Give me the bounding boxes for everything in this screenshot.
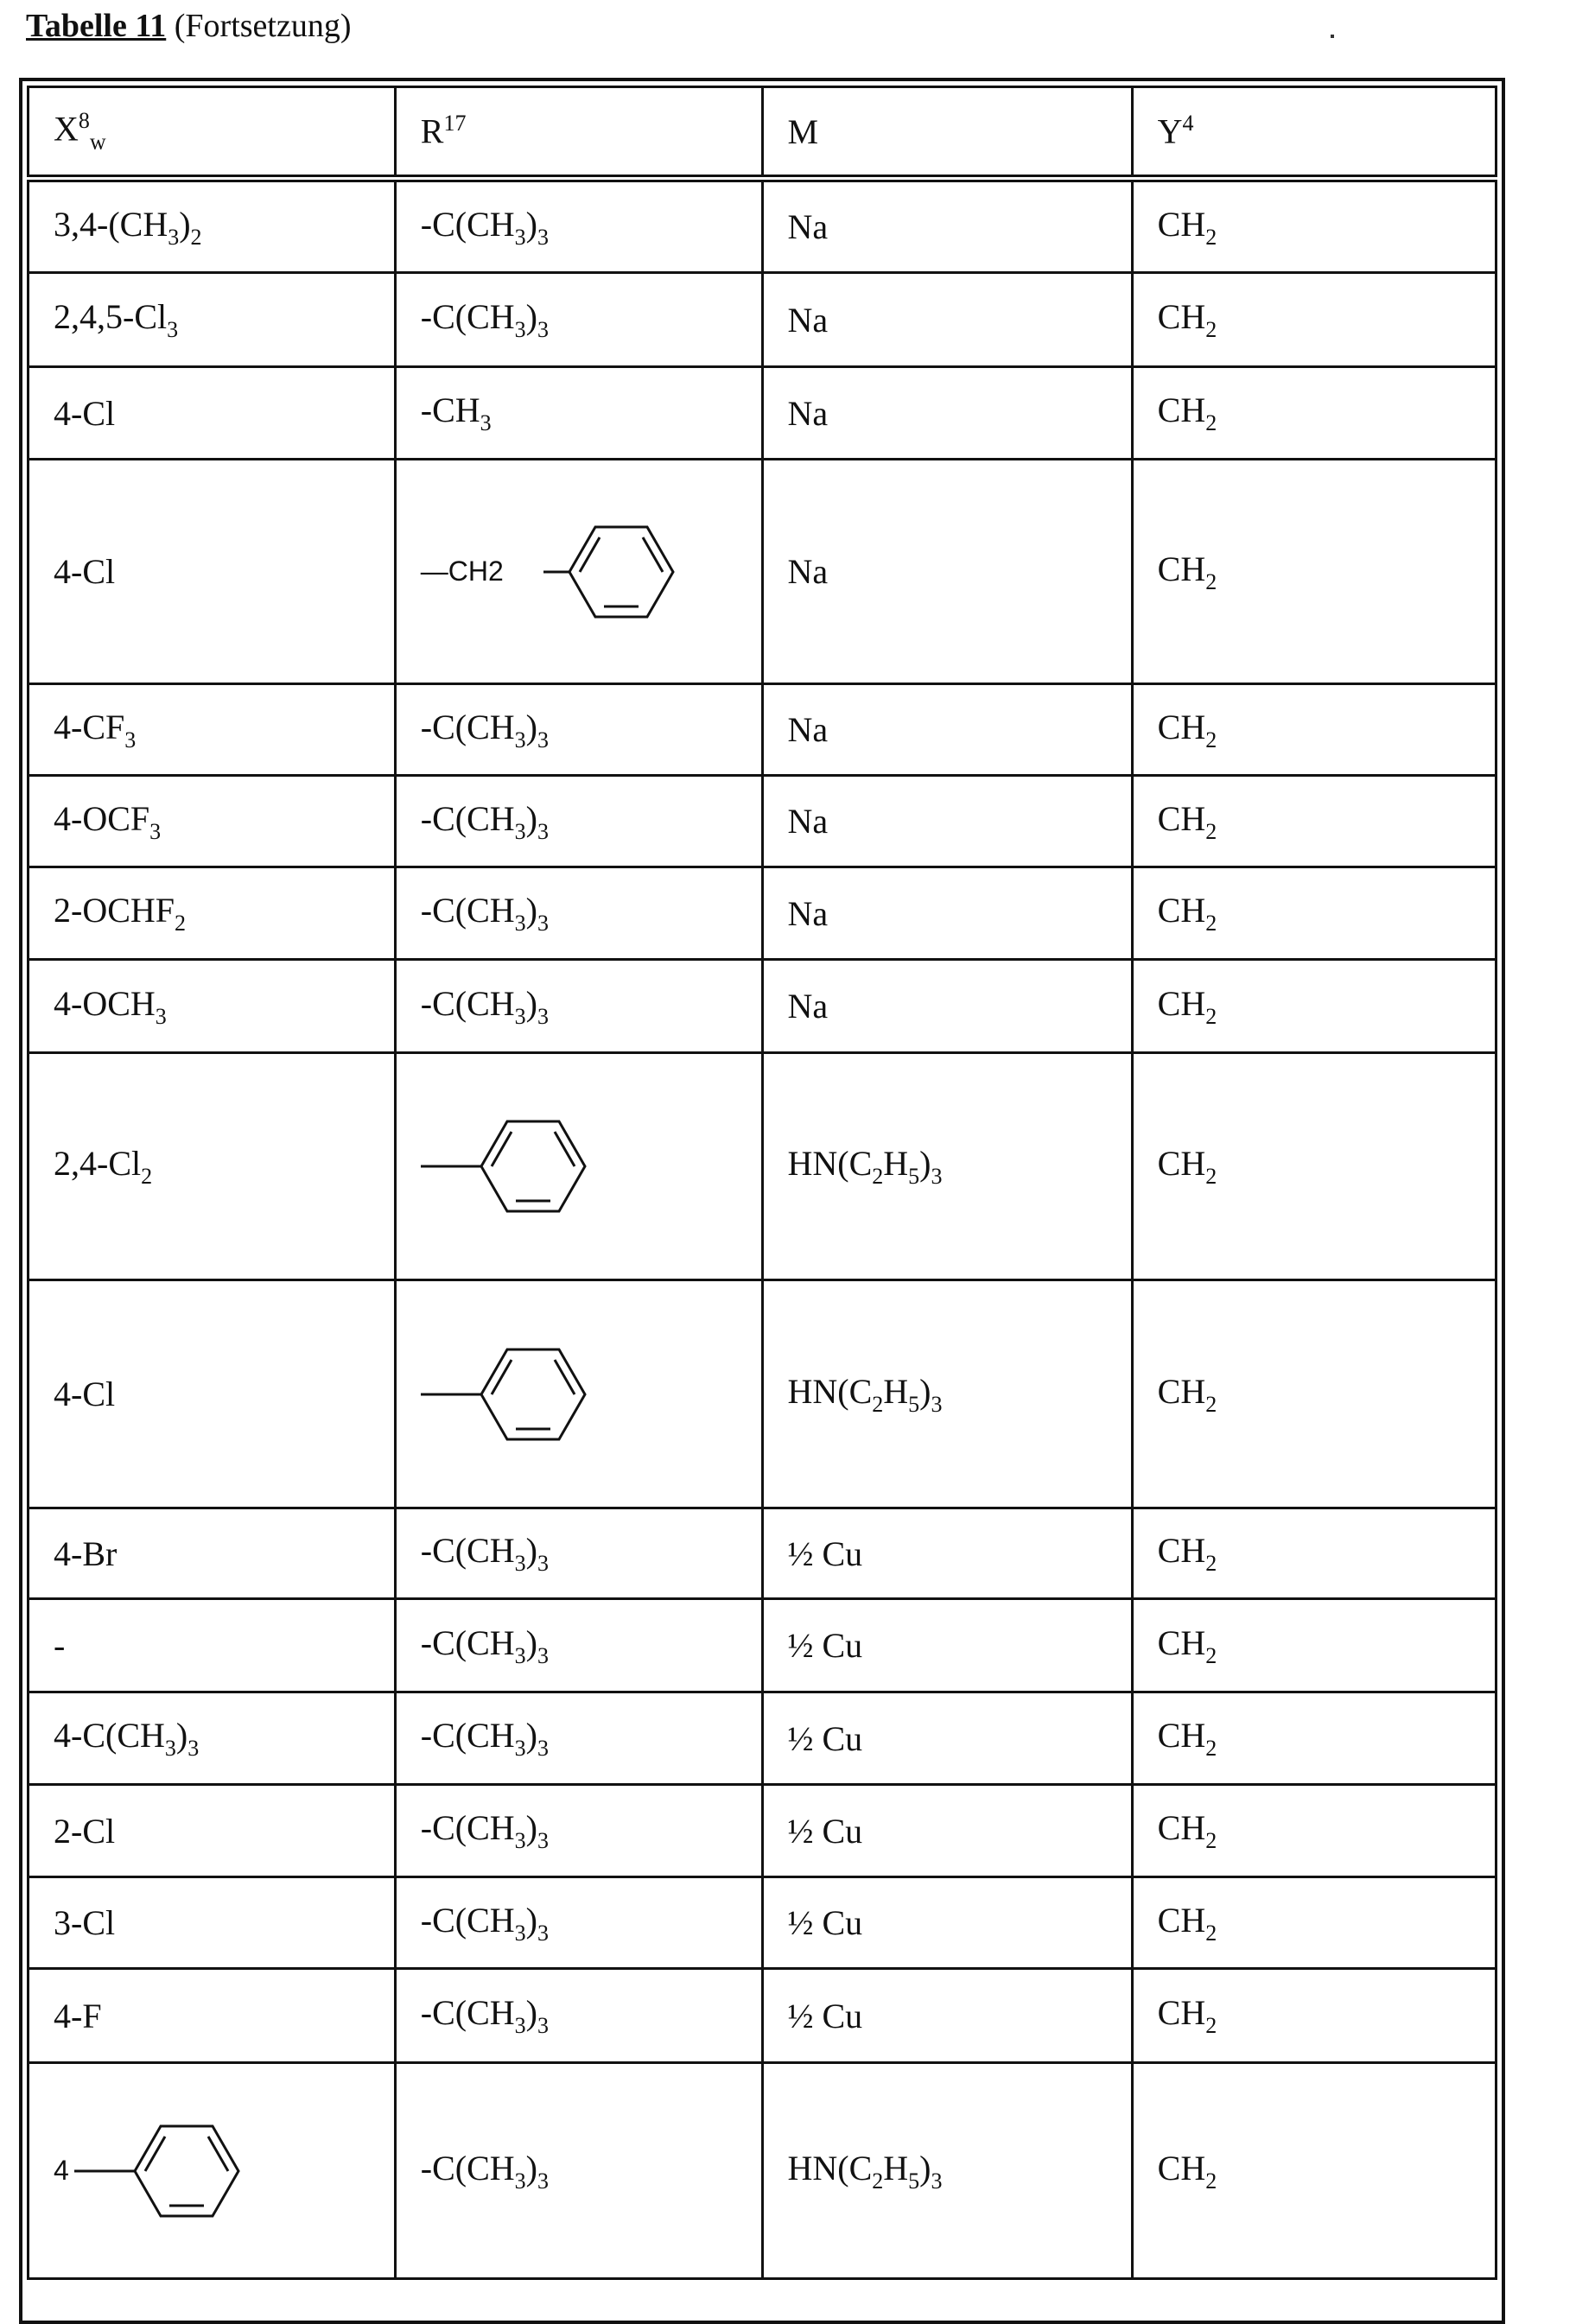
cell-y4 xyxy=(1132,460,1496,684)
table-row xyxy=(29,1508,1497,1599)
cell-supscript: 4 xyxy=(1183,111,1194,136)
cell-text: ) xyxy=(526,1531,537,1570)
table-row xyxy=(29,460,1497,684)
cell-subscript: 3 xyxy=(515,911,526,936)
cell-text: ) xyxy=(526,984,537,1023)
cell-subscript: 5 xyxy=(908,2168,919,2194)
structure-label: 4 xyxy=(54,2155,69,2187)
cell-subscript: 3 xyxy=(515,1736,526,1761)
cell-subscript: 3 xyxy=(537,1004,549,1029)
column-header-y4 xyxy=(1132,87,1496,179)
cell-text: HN(C xyxy=(788,1144,873,1183)
cell-subscript: 3 xyxy=(537,1828,549,1853)
cell-subscript: 3 xyxy=(165,1736,176,1761)
cell-text: 4-Cl xyxy=(54,1375,115,1413)
cell-text: -CH xyxy=(421,391,480,429)
cell-text: -C(CH xyxy=(421,984,515,1023)
cell-x8w xyxy=(29,1053,396,1280)
cell-text: ) xyxy=(179,205,190,244)
cell-x8w xyxy=(29,1508,396,1599)
cell-subscript: 3 xyxy=(515,2168,526,2194)
cell-text: 2-Cl xyxy=(54,1812,115,1851)
cell-subscript: 3 xyxy=(156,1004,167,1029)
cell-y4 xyxy=(1132,367,1496,460)
cell-text: CH xyxy=(1158,1716,1206,1755)
cell-text: HN(C xyxy=(788,2149,873,2187)
cell-text: 4-OCH xyxy=(54,984,156,1023)
cell-text: CH xyxy=(1158,984,1206,1023)
cell-text: ) xyxy=(526,1808,537,1847)
header-row xyxy=(29,87,1497,179)
cell-subscript: w xyxy=(90,129,106,154)
cell-text: CH xyxy=(1158,297,1206,336)
cell-text: ½ Cu xyxy=(788,1626,863,1665)
cell-text: 4-Cl xyxy=(54,552,115,591)
table-row xyxy=(29,776,1497,867)
cell-x8w xyxy=(29,1599,396,1692)
table-row xyxy=(29,367,1497,460)
cell-subscript: 3 xyxy=(537,1736,549,1761)
cell-text: Y xyxy=(1158,112,1183,151)
cell-subscript: 2 xyxy=(1205,1828,1217,1853)
cell-text: CH xyxy=(1158,799,1206,838)
cell-subscript: 3 xyxy=(931,2168,943,2194)
cell-subscript: 3 xyxy=(149,819,161,844)
cell-subscript: 3 xyxy=(537,1921,549,1946)
column-header-m xyxy=(762,87,1132,179)
cell-text: CH xyxy=(1158,1901,1206,1940)
cell-subscript: 2 xyxy=(1205,1551,1217,1576)
cell-m xyxy=(762,960,1132,1053)
cell-subscript: 3 xyxy=(515,1551,526,1576)
cell-r17 xyxy=(395,2063,762,2279)
table-number: Tabelle 11 xyxy=(26,8,166,44)
cell-text: ) xyxy=(526,1993,537,2032)
cell-x8w xyxy=(29,1877,396,1969)
cell-supscript: 17 xyxy=(443,111,466,136)
cell-subscript: 3 xyxy=(167,317,178,342)
cell-subscript: 3 xyxy=(537,225,549,250)
cell-subscript: 3 xyxy=(515,1828,526,1853)
cell-text: HN(C xyxy=(788,1372,873,1411)
cell-text: ) xyxy=(526,708,537,746)
cell-y4 xyxy=(1132,179,1496,273)
cell-x8w xyxy=(29,1692,396,1785)
cell-text: ) xyxy=(919,1144,931,1183)
cell-r17 xyxy=(395,960,762,1053)
cell-subscript: 3 xyxy=(537,317,549,342)
substituent-table xyxy=(27,86,1497,2280)
cell-text: CH xyxy=(1158,549,1206,588)
table-row xyxy=(29,2063,1497,2279)
cell-x8w xyxy=(29,273,396,367)
cell-text: ½ Cu xyxy=(788,1903,863,1942)
cell-text: 4-Br xyxy=(54,1534,117,1573)
cell-m xyxy=(762,684,1132,776)
cell-text: ) xyxy=(526,891,537,930)
cell-text: CH xyxy=(1158,1531,1206,1570)
cell-text: -C(CH xyxy=(421,1623,515,1662)
cell-text: CH xyxy=(1158,1144,1206,1183)
cell-text: Na xyxy=(788,552,829,591)
phenyl-structure-icon xyxy=(421,1106,761,1227)
cell-text: ) xyxy=(919,1372,931,1411)
cell-x8w xyxy=(29,960,396,1053)
cell-text: ) xyxy=(526,297,537,336)
cell-text: Na xyxy=(788,710,829,749)
cell-subscript: 3 xyxy=(537,2013,549,2038)
cell-y4 xyxy=(1132,1969,1496,2063)
cell-subscript: 2 xyxy=(1205,1004,1217,1029)
cell-y4 xyxy=(1132,960,1496,1053)
cell-y4 xyxy=(1132,776,1496,867)
cell-r17 xyxy=(395,1969,762,2063)
structure-label: —CH2 xyxy=(421,556,504,587)
cell-subscript: 3 xyxy=(515,1004,526,1029)
cell-subscript: 3 xyxy=(168,225,179,250)
cell-r17 xyxy=(395,1785,762,1877)
cell-subscript: 3 xyxy=(515,1643,526,1668)
cell-text: CH xyxy=(1158,1623,1206,1662)
cell-text: ) xyxy=(526,2149,537,2187)
cell-r17 xyxy=(395,273,762,367)
cell-subscript: 5 xyxy=(908,1164,919,1189)
cell-text: Na xyxy=(788,894,829,933)
benzyl-structure-icon xyxy=(421,511,761,632)
cell-subscript: 3 xyxy=(537,819,549,844)
cell-text: CH xyxy=(1158,391,1206,429)
cell-text: Na xyxy=(788,987,829,1025)
cell-y4 xyxy=(1132,1508,1496,1599)
cell-x8w xyxy=(29,776,396,867)
cell-text: ) xyxy=(526,1623,537,1662)
table-row xyxy=(29,684,1497,776)
cell-subscript: 2 xyxy=(1205,2013,1217,2038)
cell-r17 xyxy=(395,367,762,460)
cell-text: ½ Cu xyxy=(788,1812,863,1851)
cell-m xyxy=(762,867,1132,960)
cell-m xyxy=(762,2063,1132,2279)
cell-subscript: 2 xyxy=(1205,1736,1217,1761)
cell-subscript: 2 xyxy=(1205,410,1217,435)
substituent-table-frame xyxy=(19,78,1505,2324)
cell-m xyxy=(762,1785,1132,1877)
cell-text: 4-OCF xyxy=(54,799,149,838)
cell-text: CH xyxy=(1158,1808,1206,1847)
cell-text: CH xyxy=(1158,708,1206,746)
cell-x8w xyxy=(29,179,396,273)
cell-text: M xyxy=(788,112,819,151)
cell-text: ) xyxy=(919,2149,931,2187)
cell-text: H xyxy=(883,1372,908,1411)
cell-m xyxy=(762,1877,1132,1969)
cell-text: CH xyxy=(1158,205,1206,244)
cell-r17 xyxy=(395,1599,762,1692)
cell-y4 xyxy=(1132,2063,1496,2279)
cell-y4 xyxy=(1132,273,1496,367)
cell-text: 2,4,5-Cl xyxy=(54,297,167,336)
cell-text: CH xyxy=(1158,1372,1206,1411)
cell-text: 2,4-Cl xyxy=(54,1144,141,1183)
cell-text: Na xyxy=(788,301,829,340)
cell-r17 xyxy=(395,776,762,867)
cell-m xyxy=(762,460,1132,684)
cell-text: - xyxy=(54,1626,65,1665)
cell-m xyxy=(762,1599,1132,1692)
cell-text: -C(CH xyxy=(421,891,515,930)
cell-text: -C(CH xyxy=(421,708,515,746)
cell-subscript: 2 xyxy=(1205,1643,1217,1668)
cell-subscript: 3 xyxy=(515,1921,526,1946)
cell-supscript: 8 xyxy=(79,108,90,133)
cell-subscript: 2 xyxy=(1205,2168,1217,2194)
cell-text: H xyxy=(883,2149,908,2187)
cell-text: ½ Cu xyxy=(788,1534,863,1573)
cell-x8w xyxy=(29,867,396,960)
cell-y4 xyxy=(1132,684,1496,776)
table-row xyxy=(29,1692,1497,1785)
cell-text: 3,4-(CH xyxy=(54,205,168,244)
cell-m xyxy=(762,776,1132,867)
cell-r17 xyxy=(395,1280,762,1508)
cell-text: ) xyxy=(526,1901,537,1940)
cell-x8w xyxy=(29,1785,396,1877)
cell-text: ) xyxy=(526,1716,537,1755)
cell-subscript: 3 xyxy=(537,727,549,752)
cell-y4 xyxy=(1132,1280,1496,1508)
cell-m xyxy=(762,367,1132,460)
cell-y4 xyxy=(1132,1692,1496,1785)
cell-text: CH xyxy=(1158,891,1206,930)
cell-r17 xyxy=(395,1692,762,1785)
table-row xyxy=(29,1280,1497,1508)
cell-text: X xyxy=(54,109,79,148)
cell-m xyxy=(762,179,1132,273)
cell-r17 xyxy=(395,684,762,776)
table-row xyxy=(29,1969,1497,2063)
cell-x8w xyxy=(29,1969,396,2063)
cell-subscript: 2 xyxy=(872,1392,883,1417)
table-caption xyxy=(26,7,351,45)
cell-subscript: 2 xyxy=(1205,1921,1217,1946)
cell-subscript: 2 xyxy=(1205,911,1217,936)
cell-text: 4-C(CH xyxy=(54,1716,165,1755)
cell-text: ) xyxy=(526,205,537,244)
cell-subscript: 2 xyxy=(872,1164,883,1189)
cell-r17 xyxy=(395,1877,762,1969)
table-row xyxy=(29,1599,1497,1692)
cell-text: ) xyxy=(526,799,537,838)
cell-subscript: 3 xyxy=(124,727,136,752)
table-row xyxy=(29,273,1497,367)
cell-text: 2-OCHF xyxy=(54,891,175,930)
cell-subscript: 2 xyxy=(872,2168,883,2194)
cell-text: 3-Cl xyxy=(54,1903,115,1942)
cell-r17 xyxy=(395,1053,762,1280)
cell-text: 4-CF xyxy=(54,708,124,746)
cell-text: 4-Cl xyxy=(54,394,115,433)
cell-subscript: 2 xyxy=(1205,1164,1217,1189)
cell-text: CH xyxy=(1158,2149,1206,2187)
cell-text: ½ Cu xyxy=(788,1719,863,1758)
table-row xyxy=(29,867,1497,960)
cell-y4 xyxy=(1132,1599,1496,1692)
cell-x8w xyxy=(29,367,396,460)
cell-text: Na xyxy=(788,394,829,433)
cell-m xyxy=(762,273,1132,367)
cell-subscript: 2 xyxy=(1205,569,1217,594)
cell-text: Na xyxy=(788,802,829,841)
cell-subscript: 5 xyxy=(908,1392,919,1417)
cell-subscript: 2 xyxy=(191,225,202,250)
cell-subscript: 3 xyxy=(537,1551,549,1576)
cell-x8w xyxy=(29,1280,396,1508)
cell-text: 4-F xyxy=(54,1997,102,2035)
cell-m xyxy=(762,1053,1132,1280)
cell-text: ) xyxy=(176,1716,187,1755)
cell-subscript: 2 xyxy=(175,911,186,936)
scan-speck xyxy=(1331,35,1334,38)
cell-subscript: 3 xyxy=(537,1643,549,1668)
cell-subscript: 3 xyxy=(480,410,492,435)
cell-text: -C(CH xyxy=(421,1901,515,1940)
table-row xyxy=(29,1053,1497,1280)
cell-subscript: 3 xyxy=(931,1164,943,1189)
cell-subscript: 3 xyxy=(515,317,526,342)
column-header-r17 xyxy=(395,87,762,179)
cell-subscript: 2 xyxy=(1205,317,1217,342)
cell-y4 xyxy=(1132,1785,1496,1877)
cell-subscript: 3 xyxy=(537,911,549,936)
table-row xyxy=(29,1877,1497,1969)
cell-subscript: 3 xyxy=(515,819,526,844)
cell-r17 xyxy=(395,179,762,273)
cell-y4 xyxy=(1132,1053,1496,1280)
cell-m xyxy=(762,1508,1132,1599)
cell-text: -C(CH xyxy=(421,1716,515,1755)
cell-subscript: 2 xyxy=(141,1164,152,1189)
cell-r17 xyxy=(395,460,762,684)
cell-x8w xyxy=(29,684,396,776)
cell-subscript: 3 xyxy=(537,2168,549,2194)
cell-text: -C(CH xyxy=(421,2149,515,2187)
cell-text: -C(CH xyxy=(421,799,515,838)
cell-text: -C(CH xyxy=(421,205,515,244)
column-header-x8w xyxy=(29,87,396,179)
phenyl-structure-icon xyxy=(421,1334,761,1455)
cell-subscript: 2 xyxy=(1205,727,1217,752)
cell-text: H xyxy=(883,1144,908,1183)
cell-r17 xyxy=(395,1508,762,1599)
cell-subscript: 2 xyxy=(1205,225,1217,250)
cell-subscript: 3 xyxy=(515,2013,526,2038)
cell-m xyxy=(762,1280,1132,1508)
cell-text: ½ Cu xyxy=(788,1997,863,2035)
cell-text: -C(CH xyxy=(421,1993,515,2032)
cell-text: CH xyxy=(1158,1993,1206,2032)
table-row xyxy=(29,1785,1497,1877)
table-continued-label: (Fortsetzung) xyxy=(175,8,352,44)
cell-text: -C(CH xyxy=(421,297,515,336)
cell-x8w xyxy=(29,2063,396,2279)
cell-m xyxy=(762,1692,1132,1785)
cell-subscript: 3 xyxy=(931,1392,943,1417)
cell-text: -C(CH xyxy=(421,1808,515,1847)
cell-subscript: 2 xyxy=(1205,1392,1217,1417)
cell-m xyxy=(762,1969,1132,2063)
cell-subscript: 3 xyxy=(515,225,526,250)
cell-text: R xyxy=(421,112,444,151)
cell-r17 xyxy=(395,867,762,960)
phenyl-structure-icon xyxy=(54,2111,394,2232)
cell-subscript: 3 xyxy=(187,1736,199,1761)
cell-text: -C(CH xyxy=(421,1531,515,1570)
cell-x8w xyxy=(29,460,396,684)
table-row xyxy=(29,960,1497,1053)
cell-subscript: 3 xyxy=(515,727,526,752)
cell-subscript: 2 xyxy=(1205,819,1217,844)
cell-text: Na xyxy=(788,207,829,246)
cell-y4 xyxy=(1132,1877,1496,1969)
cell-y4 xyxy=(1132,867,1496,960)
table-row xyxy=(29,179,1497,273)
